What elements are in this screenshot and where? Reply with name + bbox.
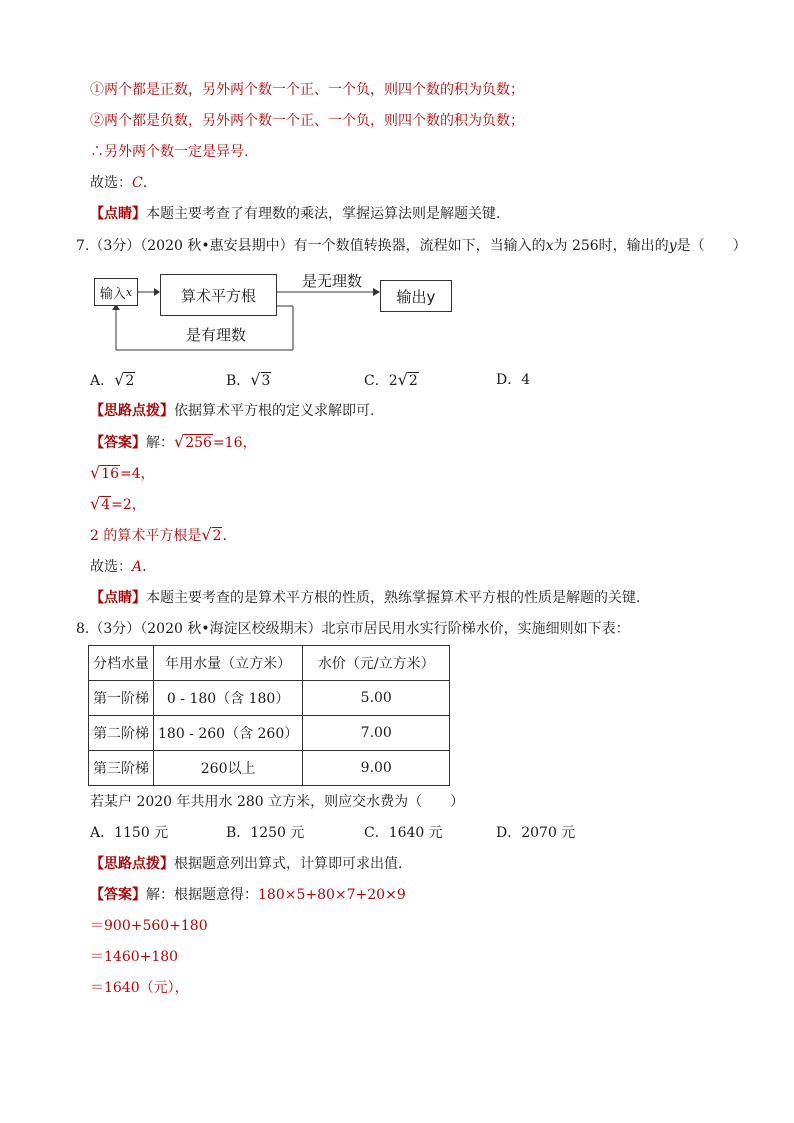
q8-option-b: B．1250 元 (226, 825, 305, 841)
q7-stem-part-a: 7.（3分）（2020 秋•惠安县期中）有一个数值转换器，流程如下，当输入的 (76, 238, 546, 254)
radicand: 3 (261, 373, 271, 389)
table-row (89, 681, 450, 716)
flow-process-box: 算术平方根 (160, 274, 277, 316)
flow-yes-label: 是无理数 (302, 272, 363, 290)
choice-suffix: . (142, 175, 148, 191)
hint-tag: 【思路点拨】 (90, 856, 174, 872)
flow-output-box: 输出y (380, 280, 452, 312)
table-cell: 9.00 (303, 751, 450, 786)
q7-stem (76, 236, 747, 256)
option-d-value: 4 (521, 372, 531, 388)
q7-var-y: y (668, 238, 677, 254)
sqrt-expression: √16 (90, 463, 120, 482)
option-a-label: A． (90, 373, 115, 389)
radicand: 4 (101, 497, 111, 513)
q8-option-a: A．1150 元 (90, 825, 169, 841)
q7-flowchart (90, 270, 470, 355)
answer-prefix: 解：根据题意得： (146, 887, 258, 903)
choice-answer: A (132, 559, 143, 575)
note-text: 本题主要考查了有理数的乘法，掌握运算法则是解题关键. (146, 206, 501, 222)
answer-expression: 180×5+80×7+20×9 (258, 887, 406, 903)
q7-step-2 (90, 463, 155, 484)
table-cell: 5.00 (303, 681, 450, 716)
option-b-label: B． (226, 373, 251, 389)
hint-text: 依据算术平方根的定义求解即可. (174, 403, 375, 419)
option-d-label: D． (496, 372, 522, 388)
radicand: 256 (185, 435, 212, 451)
table-header-row (89, 646, 450, 681)
reason-line-2: ②两个都是负数，另外两个数一个正、一个负，则四个数的积为负数； (90, 113, 524, 129)
choice-line-q6 (90, 173, 147, 193)
q7-answer-line (90, 432, 256, 453)
q7-option-b (226, 370, 271, 391)
choice-suffix: . (142, 559, 147, 575)
table-cell: 第一阶梯 (89, 681, 154, 716)
sqrt-expression: √3 (250, 370, 271, 389)
q7-var-x: x (545, 238, 554, 254)
answer-tag: 【答案】 (90, 435, 146, 451)
choice-prefix: 故选： (90, 559, 132, 575)
sqrt-expression: √4 (90, 494, 111, 513)
note-tag: 【点睛】 (90, 590, 146, 606)
q8-step-2: ＝1460+180 (90, 949, 179, 965)
table-cell: 0 - 180（含 180） (154, 681, 303, 716)
hint-text: 根据题意列出算式，计算即可求出值. (174, 856, 403, 872)
q8-option-d: D．2070 元 (496, 825, 576, 841)
q8-stem: 8.（3分）（2020 秋•海淀区校级期末）北京市居民用水实行阶梯水价，实施细则如下表： (76, 621, 630, 637)
q7-choice-line (90, 557, 147, 577)
radicand: 2 (408, 373, 418, 389)
step-result: =2， (111, 497, 146, 513)
radicand: 2 (212, 528, 222, 544)
option-c-label: C． (364, 373, 389, 389)
choice-prefix: 故选： (90, 175, 132, 191)
radicand: 2 (125, 373, 135, 389)
sqrt-expression: √2 (201, 525, 222, 544)
radicand: 16 (101, 466, 120, 482)
table-cell: 第三阶梯 (89, 751, 154, 786)
flow-input-label: 输入 (99, 286, 126, 302)
flow-input-box (94, 278, 138, 306)
note-line-q6 (90, 204, 500, 224)
table-cell: 260以上 (154, 751, 303, 786)
q7-stem-part-b: 为 256时，输出的 (553, 238, 669, 254)
step-result: =16， (212, 435, 257, 451)
sqrt-expression: √2 (114, 370, 135, 389)
reason-line-1: ①两个都是正数，另外两个数一个正、一个负，则四个数的积为负数； (90, 82, 524, 98)
answer-prefix: 解： (146, 435, 174, 451)
q8-step-1: ＝900+560+180 (90, 918, 208, 934)
table-row (89, 716, 450, 751)
q7-option-c (364, 370, 419, 391)
q7-hint (90, 401, 374, 421)
q8-option-c: C．1640 元 (364, 825, 443, 841)
table-row (89, 751, 450, 786)
table-header-cell: 分档水量 (89, 646, 154, 681)
q8-step-3: ＝1640（元）， (90, 980, 189, 996)
q7-option-d (496, 370, 530, 390)
conclusion-line: ∴另外两个数一定是异号. (90, 144, 249, 160)
answer-tag: 【答案】 (90, 887, 146, 903)
q7-stem-part-c: 是（ ） (676, 238, 747, 254)
step-end: . (222, 528, 227, 544)
flow-input-var: x (125, 285, 133, 299)
sqrt-expression: √256 (174, 432, 212, 451)
step-result: =4， (120, 466, 155, 482)
water-price-table (88, 645, 450, 786)
choice-answer: C (132, 175, 143, 191)
q7-note (90, 588, 640, 608)
q8-answer-line (90, 885, 406, 905)
q8-question: 若某户 2020 年共用水 280 立方米，则应交水费为（ ） (90, 794, 465, 810)
table-cell: 7.00 (303, 716, 450, 751)
q7-step-3 (90, 494, 146, 515)
q8-hint (90, 854, 402, 874)
table-cell: 180 - 260（含 260） (154, 716, 303, 751)
coefficient: 2 (388, 373, 398, 389)
step-text: 2 的算术平方根是 (90, 528, 202, 544)
note-text: 本题主要考查的是算术平方根的性质，熟练掌握算术平方根的性质是解题的关键. (146, 590, 641, 606)
q7-option-a (90, 370, 135, 391)
q7-step-4 (90, 525, 227, 546)
note-tag: 【点睛】 (90, 206, 146, 222)
table-header-cell: 年用水量（立方米） (154, 646, 303, 681)
hint-tag: 【思路点拨】 (90, 403, 174, 419)
flow-no-label: 是有理数 (186, 326, 247, 344)
sqrt-expression: √2 (397, 370, 418, 389)
table-cell: 第二阶梯 (89, 716, 154, 751)
table-header-cell: 水价（元/立方米） (303, 646, 450, 681)
